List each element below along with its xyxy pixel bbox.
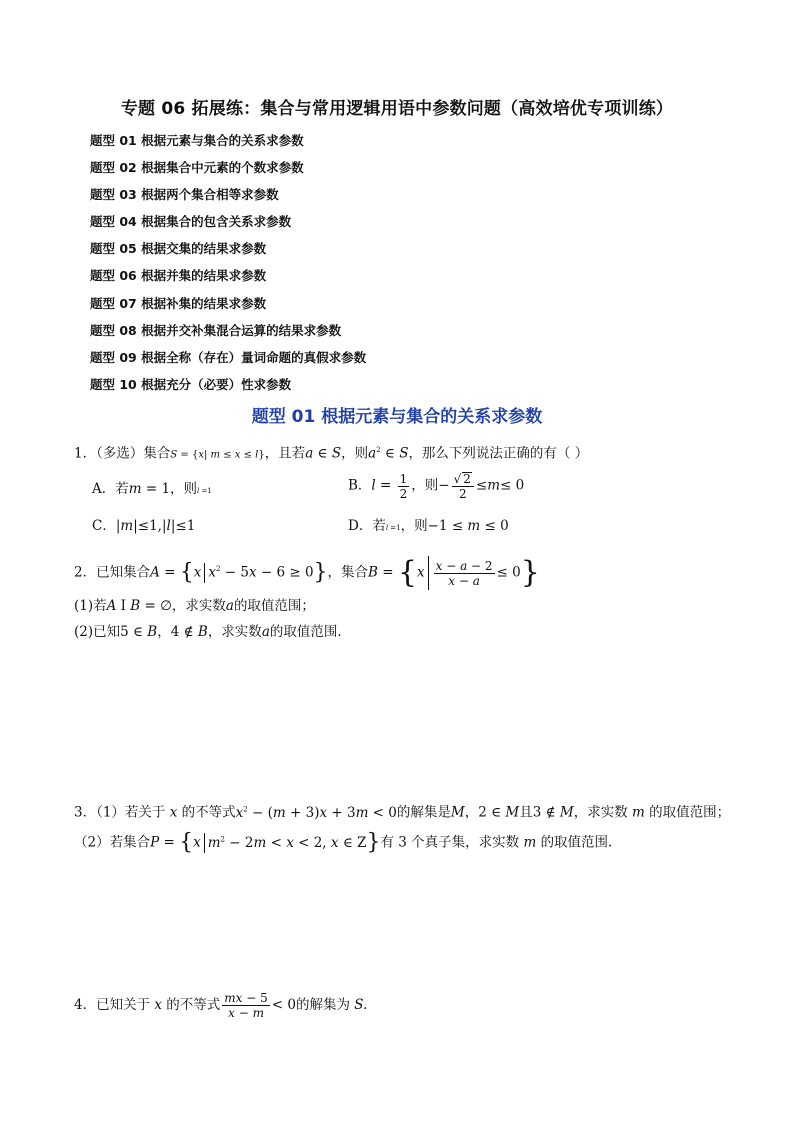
q1-option-b-eq: = [375,477,396,494]
topic-item: 题型 07 根据补集的结果求参数 [90,295,267,311]
q1-option-b-var: l [371,477,376,494]
q3-p2-var: x [193,834,201,851]
q2-p1-tail: ，求实数 [171,598,226,614]
q1-option-a-result-eq: =1 [199,487,212,495]
q2-eq: = [159,564,180,581]
q1-option-a-mid: ，则 [170,481,198,497]
q1-membership: a [305,445,314,462]
q3-p2-end: 的取值范围. [540,834,613,851]
q2-b-brace-open: { [397,555,417,590]
q3-p2-m: m [519,834,541,851]
q1-option-b[interactable] [348,472,524,500]
topic-item: 题型 02 根据集合中元素的个数求参数 [90,160,304,176]
q1-set-s: S [331,445,342,462]
q4-set: S. [349,997,368,1013]
q2-exp: 2 [216,565,221,573]
topic-item: 题型 05 根据交集的结果求参数 [90,241,267,257]
q1-option-a[interactable] [92,479,212,501]
q2-b-fraction: $\frac{x - a - 2}{x - a}$ [435,558,493,588]
q2-b-brace-close: } [520,555,540,590]
q2-set-b: B [368,564,378,581]
q2-p2-lead: (2)已知 [74,624,121,640]
q4-tail: 的解集为 [295,997,350,1013]
q3-p2-set: P [150,834,160,851]
q4-lead: 4．已知关于 [74,997,151,1013]
q2-p1-b: B [130,598,141,614]
q3-p2-lead: （2）若集合 [74,834,151,851]
q2-p1-intersect: I [116,598,131,614]
q3-p2-tail: 有 3 个真子集，求实数 [380,834,520,851]
q3-p2-brace-open: { [179,830,194,855]
q1-option-a-eq: = 1 [141,481,171,497]
q1-option-b-label: B． [348,477,372,494]
q3-p1-set: M [450,804,465,821]
q2-p1-empty: = ∅ [140,598,172,614]
topic-item: 题型 04 根据集合的包含关系求参数 [90,214,292,230]
q1-option-d-cond: l [385,524,389,532]
q3-p1-x: x [165,804,182,821]
q1-in-symbol: ∈ [313,445,332,462]
q2-p1-expr: A [106,598,117,614]
q1-text-after-set: ，且若 [264,445,306,462]
q3-p2-bar [204,833,205,853]
q2-eq2: = [377,564,398,581]
q1-option-d-expr: −1 ≤ m ≤ 0 [427,518,509,534]
topic-list [90,132,650,403]
q2-set-a: A [150,564,160,581]
q1-option-d-label: D．若 [348,518,386,534]
q1-option-d[interactable] [348,516,509,538]
q1-option-c[interactable] [92,516,195,536]
topic-item: 题型 01 根据元素与集合的关系求参数 [90,133,304,148]
q4-ineq: < 0 [271,997,296,1013]
q2-p1-a: a [225,598,234,614]
q3-p1-end: 的取值范围； [649,804,731,821]
question-3-part-1 [74,799,730,823]
q1-square: a [368,445,377,462]
q3-p2-cond: $m^2 - 2m < x < 2$, x ∈ Z [207,834,367,851]
question-2-part-1 [74,596,315,616]
page-title: 专题 06 拓展练：集合与常用逻辑用语中参数问题（高效培优专项训练） [120,99,674,119]
topic-item: 题型 08 根据并交补集混合运算的结果求参数 [90,322,342,338]
q2-p1-lead: (1)若 [74,598,107,614]
q1-option-b-mid: ，则 [411,477,439,494]
q1-option-a-label: A．若 [92,481,129,497]
q2-b-bar [428,556,429,590]
question-3-part-2 [74,829,612,854]
topic-item: 题型 09 根据全称（存在）量词命题的真假求参数 [90,349,367,365]
q1-option-b-ineq: ≤ [475,477,488,494]
topic-item: 题型 03 根据两个集合相等求参数 [90,187,279,203]
q3-p1-mid: 的不等式 [181,804,236,821]
q2-b-ineq: ≤ 0 [496,564,521,581]
q3-p1-ineq: $x^2 - (m + 3)x + 3m < 0$ [235,804,397,821]
q1-option-d-mid: ，则 [400,518,428,534]
q2-brace-open: { [179,560,194,585]
q2-p2-tail: ，求实数 [207,624,262,640]
q2-var: x [193,564,202,581]
q2-p1-end: 的取值范围； [233,598,315,614]
q1-set-var: x [198,449,204,461]
q1-exp: 2 [376,446,381,454]
q1-set-bar: | [203,449,208,461]
question-2-stem [74,556,540,590]
question-2-part-2 [74,622,342,642]
q1-set-eq: = { [177,449,199,461]
q1-text-then: ，则 [341,445,369,462]
q2-b-var: x [416,564,425,581]
q1-option-a-cond: m [128,481,142,497]
q3-p2-eq: = [159,834,180,851]
q1-option-c-expr: |m|≤1,|l|≤1 [115,518,196,534]
q3-p1-tail: ，求实数 [573,804,628,821]
q2-p2-a: a [261,624,270,640]
q3-p1-notin: 3 ∉ M [532,804,574,821]
q4-mid: 的不等式 [166,997,221,1013]
q1-option-b-m: m [487,477,501,494]
q2-bar [204,563,205,583]
section-heading: 题型 01 根据元素与集合的关系求参数 [251,407,543,427]
q1-option-c-label: C． [92,518,116,534]
q1-set-formula: S [170,449,178,461]
q1-set-cond: m ≤ x ≤ l [207,449,259,461]
q3-p2-brace-close: } [366,830,381,855]
q1-option-d-cond-eq: =1 [388,524,401,532]
q1-option-a-result: l [197,487,200,495]
q3-p1-mid2: 的解集是 [396,804,451,821]
q1-option-b-root-fraction: $\frac{√ 2}{2}$ [452,472,474,500]
q2-brace-close: } [313,560,328,585]
q3-p1-comma: ，2 ∈ M [464,804,520,821]
question-4-stem [74,992,367,1019]
q1-set-close: } [258,449,265,461]
q3-p1-m: m [627,804,650,821]
q2-lead: 2．已知集合 [74,564,151,581]
q2-mid: ，集合 [327,564,369,581]
q3-p1-and: 且 [519,804,533,821]
q1-lead: 1．（多选）集合 [74,445,171,462]
q1-tail: ，那么下列说法正确的有（ ） [408,445,589,462]
q4-fraction: $\frac{mx - 5}{x - m}$ [224,991,268,1020]
q3-p1-lead: 3．（1）若关于 [74,804,166,821]
q2-cond-rest: − 5x − 6 ≥ 0 [220,564,314,581]
q1-option-b-ineq2: ≤ 0 [500,477,525,494]
q1-set-s2: S [399,445,409,462]
q2-p2-end: 的取值范围. [269,624,342,640]
q2-cond: x [208,564,216,581]
q1-in2: ∈ [380,445,400,462]
question-1-stem [74,440,588,466]
q2-p2-expr: 5 ∈ B，4 ∉ B [120,624,208,640]
q1-option-b-fraction: $\frac{1}{2}$ [399,471,408,501]
topic-item: 题型 06 根据并集的结果求参数 [90,268,267,284]
topic-item: 题型 10 根据充分（必要）性求参数 [90,376,292,392]
q1-option-b-minus: − [438,477,450,494]
q4-x: x [150,997,167,1013]
